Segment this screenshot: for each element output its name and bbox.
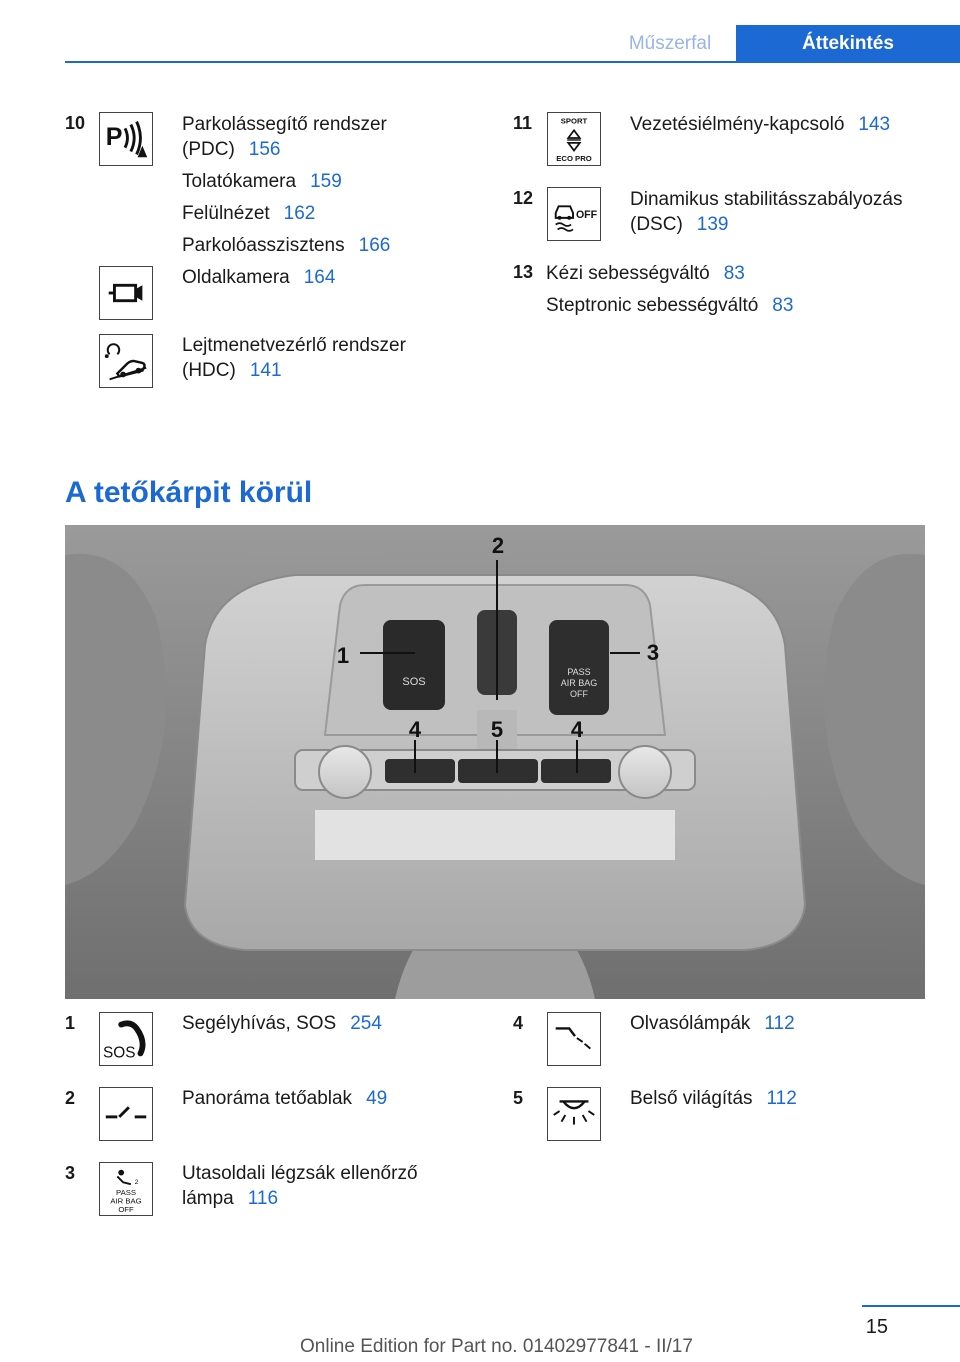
item-text [182, 1161, 418, 1211]
item-label: Parkolóasszisztens [182, 235, 345, 256]
sport-eco-pro-icon [547, 112, 601, 166]
passenger-airbag-off-icon [99, 1162, 153, 1216]
callout-1: 1 [336, 643, 350, 668]
item-number: 4 [513, 1013, 524, 1033]
item-text [182, 265, 335, 290]
item-text [630, 187, 902, 237]
item-text [630, 112, 890, 137]
svg-text:P: P [105, 122, 123, 151]
item-label: (DSC) [630, 214, 683, 235]
item-label: (PDC) [182, 139, 235, 160]
photo-airbag-pass: PASS [567, 667, 591, 677]
interior-light-icon [547, 1087, 601, 1141]
side-camera-icon [99, 266, 153, 320]
page-ref-link[interactable]: 166 [358, 235, 391, 256]
item-text [182, 333, 406, 383]
item-text [630, 1086, 797, 1111]
item-label: Utasoldali légzsák ellenőrző [182, 1163, 418, 1184]
icon-text-sport: SPORT [560, 116, 588, 126]
page-ref-link[interactable]: 159 [310, 171, 342, 192]
page-ref-link[interactable]: 254 [350, 1013, 382, 1034]
item-label: Oldalkamera [182, 267, 290, 288]
item-label: Panoráma tetőablak [182, 1088, 353, 1109]
item-number: 10 [65, 113, 86, 133]
callout-5: 5 [490, 717, 504, 742]
item-label: Steptronic sebességváltó [546, 295, 759, 316]
page-number: 15 [865, 1316, 888, 1338]
item-label: (HDC) [182, 360, 236, 381]
callout-3: 3 [646, 640, 660, 665]
headliner-illustration [65, 525, 925, 999]
photo-airbag-off: OFF [570, 689, 588, 699]
item-label: Vezetésiélmény-kapcsoló [630, 114, 845, 135]
item-label: Lejtmenetvezérlő rendszer [182, 335, 406, 356]
header-section-tab[interactable]: Műszerfal [628, 33, 712, 54]
footer-divider [862, 1305, 960, 1307]
item-label: Kézi sebességváltó [546, 263, 710, 284]
item-number: 2 [65, 1088, 76, 1108]
page-ref-link[interactable]: 49 [366, 1088, 388, 1109]
page-ref-link[interactable]: 83 [723, 263, 745, 284]
reading-lamp-icon [547, 1012, 601, 1066]
icon-text-off: OFF [575, 208, 598, 221]
callout-2: 2 [491, 533, 505, 558]
item-number: 13 [513, 262, 534, 282]
page-ref-link[interactable]: 112 [766, 1088, 797, 1109]
item-number: 1 [65, 1013, 76, 1033]
page-ref-link[interactable]: 162 [283, 203, 316, 224]
panorama-roof-icon [99, 1087, 153, 1141]
page-ref-link[interactable]: 112 [764, 1013, 795, 1034]
icon-text-eco-pro: ECO PRO [556, 154, 592, 164]
page-ref-link[interactable]: 164 [303, 267, 336, 288]
item-text [182, 1011, 382, 1036]
page-ref-link[interactable]: 143 [858, 114, 891, 135]
svg-text:2: 2 [134, 1179, 139, 1187]
page-ref-link[interactable]: 156 [248, 139, 281, 160]
item-label: Belső világítás [630, 1088, 753, 1109]
item-text [546, 261, 793, 318]
callout-4-left: 4 [408, 717, 422, 742]
item-label: Dinamikus stabilitásszabályozás [630, 189, 903, 210]
item-text [182, 112, 390, 258]
page-ref-link[interactable]: 141 [249, 360, 282, 381]
hdc-icon [99, 334, 153, 388]
item-label: Segélyhívás, SOS [182, 1013, 337, 1034]
item-label: Tolatókamera [182, 171, 297, 192]
icon-text-airbag: AIR BAG [110, 1196, 142, 1206]
dsc-off-icon [547, 187, 601, 241]
photo-airbag-airbag: AIR BAG [560, 678, 598, 688]
item-label: Felülnézet [182, 203, 270, 224]
callout-4-right: 4 [570, 717, 584, 742]
photo-sos-label: SOS [402, 676, 426, 688]
item-number: 11 [513, 113, 533, 133]
item-number: 12 [513, 188, 534, 208]
item-label: Olvasólámpák [630, 1013, 751, 1034]
header-active-tab[interactable]: Áttekintés [736, 25, 960, 62]
item-label: lámpa [182, 1188, 234, 1209]
page-ref-link[interactable]: 139 [696, 214, 729, 235]
item-number: 5 [513, 1088, 524, 1108]
page-ref-link[interactable]: 83 [772, 295, 794, 316]
header-divider [65, 61, 960, 63]
item-text [182, 1086, 387, 1111]
section-title: A tetőkárpit körül [65, 476, 313, 509]
footer-edition [300, 1336, 960, 1358]
item-number: 3 [65, 1163, 76, 1183]
page-ref-link[interactable]: 116 [247, 1188, 279, 1209]
pdc-icon [99, 112, 153, 166]
sos-call-icon [99, 1012, 153, 1066]
icon-text-sos: SOS [103, 1044, 136, 1062]
footer-edition-text: Online Edition for Part no. 01402977841 - II/17 [300, 1336, 693, 1357]
item-label: Parkolássegítő rendszer [182, 114, 387, 135]
icon-text-pass: PASS [116, 1187, 136, 1197]
icon-text-off: OFF [118, 1205, 134, 1215]
item-text [630, 1011, 795, 1036]
